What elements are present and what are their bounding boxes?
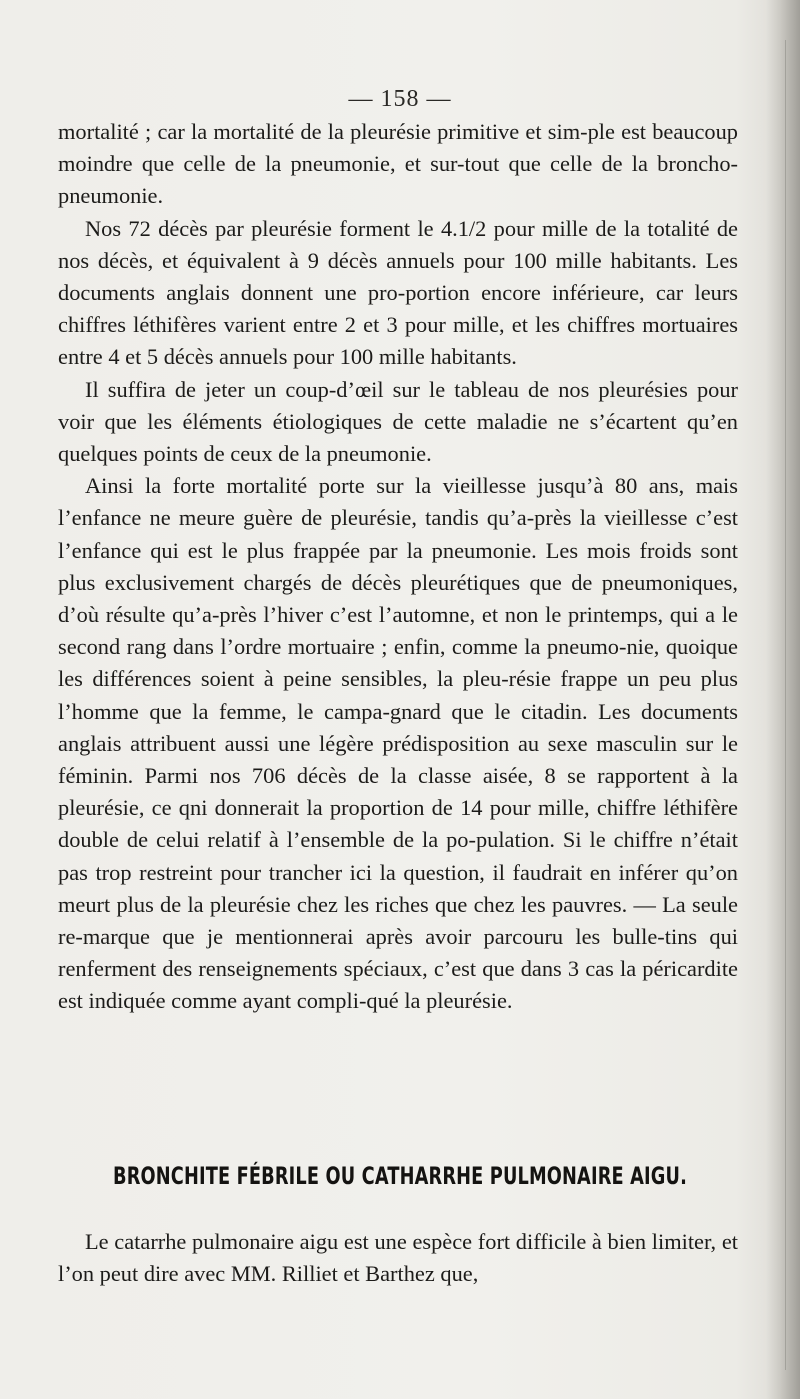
- page-fold-line: [785, 40, 786, 1370]
- section-text: [58, 1226, 738, 1290]
- paragraph-il-suffira: Il suffira de jeter un coup-d’œil sur le tableau de nos pleurésies pour voir que les éléments étiologiques de cette maladie ne s’écartent qu’en quelques points de ceux de la pneumonie.: [58, 376, 738, 467]
- page-edge-shadow: [766, 0, 800, 1399]
- paragraph-nos-72-deces: Nos 72 décès par pleurésie forment le 4.1/2 pour mille de la totalité de nos décès, et équivalent à 9 décès annuels pour 100 mille habitants. Les documents anglais donnent une pro-portion encore inférieure, car leurs chiffres léthifères varient entre 2 et 3 pour mille, et les chiffres mortuaires entre 4 et 5 décès annuels pour 100 mille habitants.: [58, 215, 738, 370]
- section-heading: BRONCHITE FÉBRILE OU CATHARRHE PULMONAIRE AIGU.: [113, 1162, 687, 1190]
- page-number: — 158 —: [348, 86, 452, 112]
- paragraph-ainsi-la-forte-mortalite: Ainsi la forte mortalité porte sur la vieillesse jusqu’à 80 ans, mais l’enfance ne meure guère de pleurésie, tandis qu’a-près la vieillesse c’est l’enfance qui est le plus frappée par la pneumonie. Les mois froids sont plus exclusivement chargés de décès pleurétiques que de pneumoniques, d’où résulte qu’a-près l’hiver c’est l’automne, et non le printemps, qui a le second rang dans l’ordre mortuaire ; enfin, comme la pneumo-nie, quoique les différences soient à peine sensibles, la pleu-résie frappe un peu plus l’homme que la femme, le campa-gnard que le citadin. Les documents anglais attribuent aussi une légère prédisposition au sexe masculin sur le féminin. Parmi nos 706 décès de la classe aisée, 8 se rapportent à la pleurésie, ce qni donnerait la proportion de 14 pour mille, chiffre léthifère double de celui relatif à l’ensemble de la po-pulation. Si le chiffre n’était pas trop restreint pour trancher ici la question, il faudrait en inférer qu’on meurt plus de la pleurésie chez les riches que chez les pauvres. — La seule re-marque que je mentionnerai après avoir parcouru les bulle-tins qui renferment des renseignements spéciaux, c’est que dans 3 cas la péricardite est indiquée comme ayant compli-qué la pleurésie.: [58, 473, 738, 1014]
- paragraph-catarrhe-pulmonaire: Le catarrhe pulmonaire aigu est une espèce fort difficile à bien limiter, et l’on peut dire avec MM. Rilliet et Barthez que,: [58, 1229, 738, 1287]
- paragraph-mortalite-intro: mortalité ; car la mortalité de la pleurésie primitive et sim-ple est beaucoup moindre que celle de la pneumonie, et sur-tout que celle de la broncho-pneumonie.: [58, 119, 738, 209]
- body-text: [58, 116, 738, 1018]
